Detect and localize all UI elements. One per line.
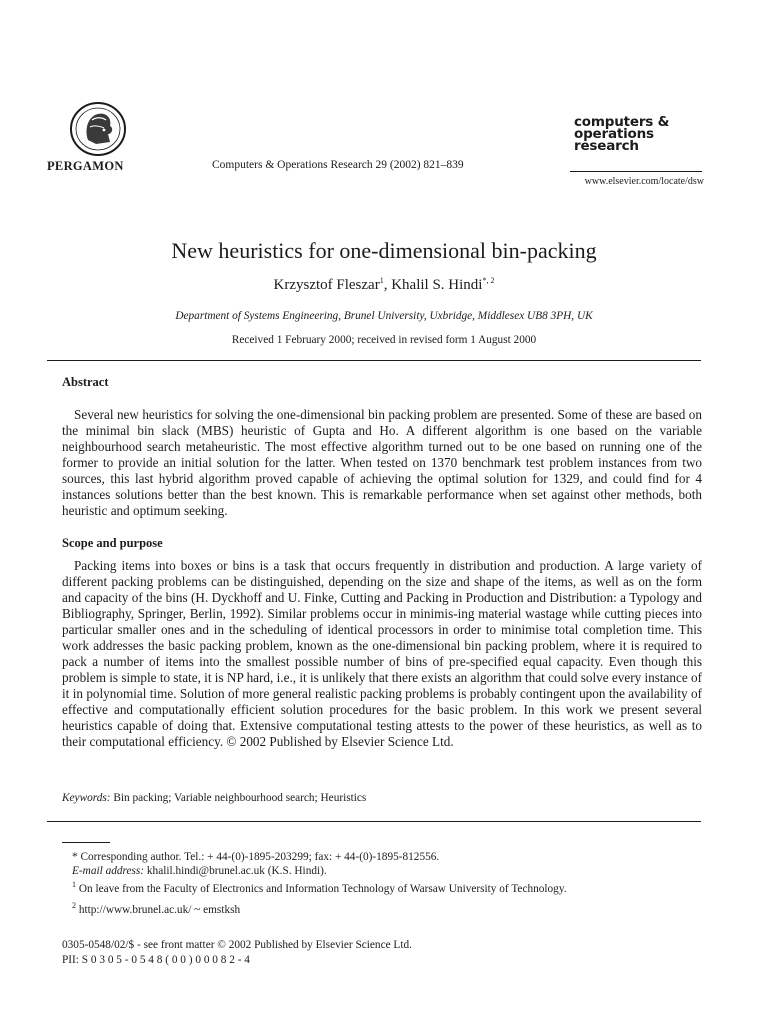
front-matter (62, 938, 412, 968)
email-address[interactable]: khalil.hindi@brunel.ac.uk (K.S. Hindi). (146, 865, 327, 877)
footnote-1 (72, 882, 567, 896)
received-dates: Received 1 February 2000; received in revised form 1 August 2000 (231, 334, 537, 346)
publisher-name: PERGAMON (47, 159, 124, 173)
pergamon-logo-icon (66, 100, 130, 158)
keywords-label: Keywords: (62, 792, 111, 804)
author-list: Krzysztof Fleszar$^1$, Khalil S. Hindi$^{*, 2}$ (273, 276, 495, 293)
footnote-email (72, 864, 327, 878)
journal-url[interactable]: www.elsevier.com/locate/dsw (584, 176, 704, 187)
footnote-1-text: On leave from the Faculty of Electronics and Information Technology of Warsaw University of Technology. (78, 883, 567, 895)
brand-line-1: computers & (574, 114, 670, 130)
footnote-1-mark: 1 (72, 880, 76, 890)
journal-citation: Computers & Operations Research 29 (2002) 821–839 (212, 159, 464, 171)
footnote-rule (62, 842, 110, 843)
abstract-text: Several new heuristics for solving the one-dimensional bin packing problem are presented. Some of these are based on the minimal bin slack (MBS) heuristic of Gupta and Ho. A different algorithm is one based on the variable neighbourhood search metaheuristic. The most effective algorithm turned out to be one based on running one of the former to provide an initial solution for the latter. When tested on 1370 benchmark test problem instances from two sources, this last hybrid algorithm proved capable of achieving the optimal solution for 1329, and could find for 4 instances solutions better than the best known. This is remarkable performance when set against other methods, both heuristic and optimum seeking. (62, 407, 702, 518)
keywords-text: Bin packing; Variable neighbourhood search; Heuristics (113, 792, 367, 804)
abstract-heading: Abstract (62, 375, 109, 389)
brand-line-3: research (574, 138, 639, 154)
brand-divider (570, 171, 702, 172)
pii-line: PII: S 0 3 0 5 - 0 5 4 8 ( 0 0 ) 0 0 0 8 2 - 4 (62, 954, 250, 966)
author-1: Krzysztof Fleszar (273, 277, 380, 293)
keywords (62, 792, 366, 804)
journal-brand (574, 116, 669, 152)
abstract-end-rule (47, 821, 701, 822)
footnote-2 (72, 903, 240, 917)
footnote-corresponding: * Corresponding author. Tel.: + 44-(0)-1895-203299; fax: + 44-(0)-1895-812556. (72, 851, 440, 863)
email-label: E-mail address: (72, 865, 145, 877)
affiliation: Department of Systems Engineering, Brunel University, Uxbridge, Middlesex UB8 3PH, UK (175, 310, 593, 322)
author-2: Khalil S. Hindi (391, 277, 483, 293)
footnote-2-text[interactable]: http://www.brunel.ac.uk/ ~ emstksh (78, 904, 241, 916)
author-1-mark: 1 (379, 276, 384, 285)
issn-line: 0305-0548/02/$ - see front matter © 2002 Published by Elsevier Science Ltd. (62, 939, 412, 951)
scope-text: Packing items into boxes or bins is a task that occurs frequently in distribution and production. A large variety of different packing problems can be distinguished, depending on the size and shape of the items, as well as on the form and capacity of the bins (H. Dyckhoff and U. Finke, Cutting and Packing in Production and Distribution: a Typology and Bibliography, Springer, Berlin, 1992). Similar problems occur in minimis-ing material wastage while cutting pieces into particular smaller ones and in the scheduling of identical processors in order to minimise total completion time. This work addresses the basic packing problem, known as the one-dimensional bin packing problem, where it is required to pack a number of items into the smallest possible number of bins of pre-specified equal capacity. Even though this problem is simple to state, it is NP hard, i.e., it is unlikely that there exists an algorithm that could solve every instance of it in polynomial time. Solution of more general realistic packing problems is probably contingent upon the availability of effective and computationally efficient solution procedures for the basic problem. In this work we present several heuristics capable of doing that. Extensive computational testing attests to the power of these heuristics, as well as to their computational efficiency. © 2002 Published by Elsevier Science Ltd. (62, 558, 702, 749)
footnote-2-mark: 2 (72, 901, 76, 911)
author-2-mark: *, 2 (482, 276, 495, 285)
brand-line-2: operations (574, 126, 654, 142)
scope-heading: Scope and purpose (62, 536, 163, 550)
header-rule (47, 360, 701, 361)
article-title: New heuristics for one-dimensional bin-packing (171, 238, 597, 263)
